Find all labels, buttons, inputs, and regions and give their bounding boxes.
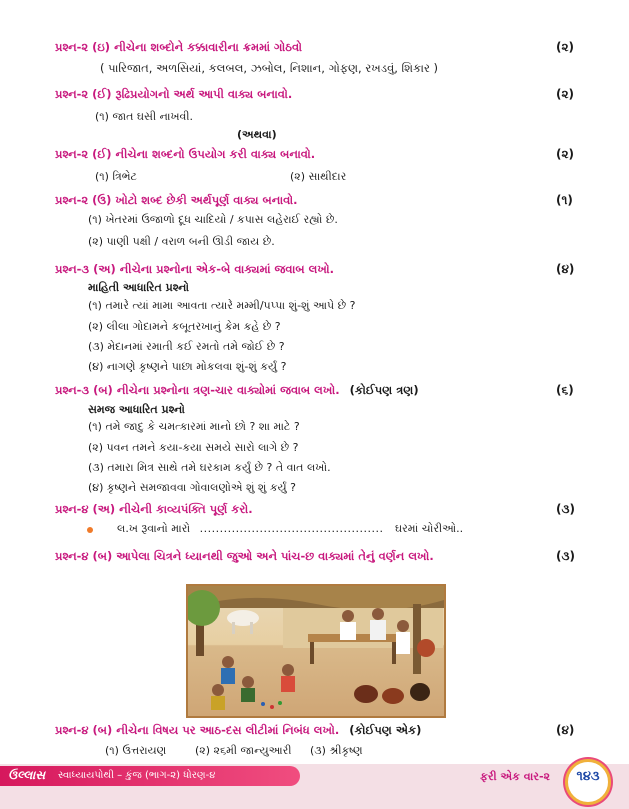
footer-brand: ઉલ્લાસ [8,768,46,782]
question-3b-label: પ્રશ્ન-૩ (બ) નીચેના પ્રશ્નોના ત્રણ-ચાર વાક્યોમાં જવાબ લખો. [55,383,340,397]
poem-line [117,522,463,536]
question-2e-marks: (૨) [556,40,575,54]
poem-line-blank: .............................................. [199,522,384,535]
question-3b-item: (૪) કૃષ્ણને સમજાવવા ગોવાલણોએ શું શું કર્યું ? [88,481,297,494]
question-3a-marks: (૪) [556,262,575,276]
question-4b-essay-choice: (કોઈપણ એક) [349,723,422,737]
question-2u-marks: (૧) [556,193,573,207]
bullet-icon [87,527,93,533]
question-2i-word-item-2: (૨) સાથીદાર [290,170,347,183]
question-2i-word-item-1: (૧) ત્રિભેટ [95,170,137,183]
page-number: ૧૪૩ [576,769,600,784]
question-4a-marks: (૩) [556,502,575,516]
essay-topic-3: (૩) શ્રીકૃષ્ણ [310,744,363,757]
question-3b-heading [55,383,419,398]
question-3a-item: (૧) તમારે ત્યાં મામા આવતા ત્યારે મમ્મી/પપ્પા શું-શું આપે છે ? [88,299,356,312]
question-3b-item: (૨) પવન તમને કયા-કયા સમયે સારો લાગે છે ? [88,441,299,454]
poem-line-end: ઘરમાં ચોરીઓ.. [394,522,464,535]
question-3b-item: (૩) તમારા મિત્ર સાથે તમે ઘરકામ કર્યું છે ? તે વાત લખો. [88,461,331,474]
essay-topic-2: (૨) ૨૬મી જાન્યુઆરી [195,744,292,757]
question-2e-heading [55,40,302,55]
question-3b-choice: (કોઈપણ ત્રણ) [349,383,419,397]
footer-series-label: ફરી એક વાર-૨ [480,770,550,783]
question-4b-essay-heading [55,723,421,738]
question-4a-heading: પ્રશ્ન-૪ (અ) નીચેની કાવ્યપંક્તિ પૂર્ણ કરો. [55,502,253,516]
question-3b-item: (૧) તમે જાદુ કે ચમત્કારમાં માનો છો ? શા માટે ? [88,420,300,433]
question-4b-essay-marks: (૪) [556,723,575,737]
question-2i-word-marks: (૨) [556,147,575,161]
question-3a-heading: પ્રશ્ન-૩ (અ) નીચેના પ્રશ્નોના એક-બે વાક્યમાં જવાબ લખો. [55,262,335,276]
question-2e-word-list: ( પારિજાત, અળસિયાં, કલબલ, ઝબોલ, નિશાન, ગોફણ, રખડવું, શિકાર ) [100,61,439,75]
question-2i-word-heading: પ્રશ્ન-૨ (ઈ) નીચેના શબ્દનો ઉપયોગ કરી વાક્ય બનાવો. [55,147,316,161]
question-2u-heading: પ્રશ્ન-૨ (ઉ) ખોટો શબ્દ છેકી અર્થપૂર્ણ વાક્ય બનાવો. [55,193,298,207]
essay-topic-1: (૧) ઉત્તરાયણ [105,744,167,757]
question-2i-idiom-item-1: (૧) જાત ઘસી નાખવી. [95,110,194,123]
question-3a-subheading: માહિતી આધારિત પ્રશ્નો [88,281,190,294]
poem-line-start: લ.ખ રૂવાનો મારો [117,522,191,535]
question-3a-item: (૪) નાગણે કૃષ્ણને પાછા મોકલવા શું-શું કર્યું ? [88,360,287,373]
question-2i-idiom-marks: (૨) [556,87,575,101]
or-separator: (અથવા) [237,128,277,141]
question-2u-item-2: (૨) પાણી પક્ષી / વરાળ બની ઊડી જાય છે. [88,235,275,248]
footer-book-title: સ્વાધ્યાયપોથી – કુંજ (ભાગ-૨) ધોરણ-૪ [58,770,216,781]
question-4b-picture-heading: પ્રશ્ન-૪ (બ) આપેલા ચિત્રને ધ્યાનથી જુઓ અને પાંચ-છ વાક્યમાં તેનું વર્ણન લખો. [55,549,434,563]
question-2e-label: પ્રશ્ન-૨ (ઇ) નીચેના શબ્દોને કક્કાવારીના ક્રમમાં ગોઠવો [55,40,303,54]
question-3a-item: (૩) મેદાનમાં રમાતી કઈ રમતો તમે જોઈ છે ? [88,340,285,353]
question-2u-item-1: (૧) ખેતરમાં ઉજાળો દૂધ ચાદિયો / કપાસ લહેરાઈ રહ્યો છે. [88,213,338,226]
question-3b-subheading: સમજ આધારિત પ્રશ્નો [88,403,185,416]
question-3a-item: (૨) લીલા ગોદામને કબૂતરખાનું કેમ કહે છે ? [88,320,281,333]
question-4b-essay-label: પ્રશ્ન-૪ (બ) નીચેના વિષય પર આઠ-દસ લીટીમાં નિબંધ લખો. [55,723,340,737]
question-2i-idiom-heading: પ્રશ્ન-૨ (ઈ) રૂઢિપ્રયોગનો અર્થ આપી વાક્ય બનાવો. [55,87,293,101]
question-4b-picture-marks: (૩) [556,549,575,563]
question-3b-marks: (૬) [556,383,574,397]
village-scene-illustration [186,584,446,718]
